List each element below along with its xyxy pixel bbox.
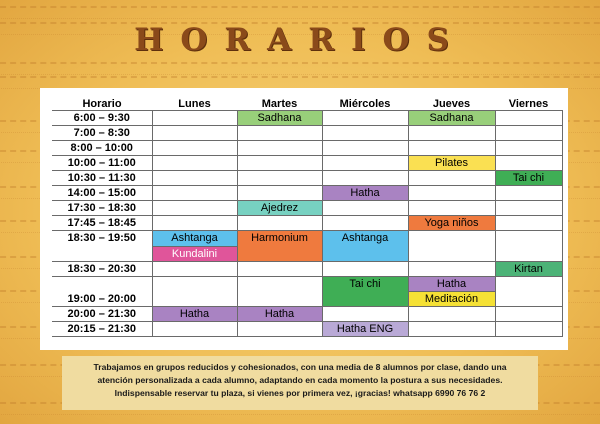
header-viernes: Viernes: [508, 97, 549, 110]
header-jueves: Jueves: [432, 97, 471, 110]
header-lunes: Lunes: [178, 97, 211, 110]
time-cell: 7:00 – 8:30: [52, 126, 152, 141]
class-cell: Ajedrez: [237, 201, 322, 216]
time-cell: 10:30 – 11:30: [52, 171, 152, 186]
table-row: [52, 141, 562, 156]
time-cell: 14:00 – 15:00: [52, 186, 152, 201]
table-row: [52, 322, 562, 337]
time-cell: 20:00 – 21:30: [52, 307, 152, 322]
time-cell: 19:00 – 20:00: [52, 277, 152, 307]
footer-line-2: atención personalizada a cada alumno, adaptando en cada momento la postura a sus necesidades.: [97, 375, 503, 385]
time-cell: 17:45 – 18:45: [52, 216, 152, 231]
class-cell: Hatha ENG: [322, 322, 408, 337]
class-cell: Meditación: [408, 292, 495, 307]
footer-line-1: Trabajamos en grupos reducidos y cohesionados, con una media de 8 alumnos por clase, dando una: [93, 362, 507, 372]
class-cell: Hatha: [322, 186, 408, 201]
time-cell: 18:30 – 20:30: [52, 262, 152, 277]
info-footer: [62, 356, 538, 410]
table-row: [52, 307, 562, 322]
time-cell: 10:00 – 11:00: [52, 156, 152, 171]
class-cell: Ashtanga: [152, 231, 237, 247]
time-cell: 8:00 – 10:00: [52, 141, 152, 156]
time-cell: 6:00 – 9:30: [52, 111, 152, 126]
table-row: [52, 262, 562, 277]
time-cell: 18:30 – 19:50: [52, 231, 152, 262]
table-row: [52, 231, 562, 247]
class-cell: Ashtanga: [322, 231, 408, 262]
header-miercoles: Miércoles: [339, 97, 391, 110]
class-cell: Hatha: [152, 307, 237, 322]
table-row: [52, 186, 562, 201]
table-row: [52, 201, 562, 216]
table-header-row: [52, 97, 562, 111]
class-cell: Hatha: [237, 307, 322, 322]
class-cell: Sadhana: [408, 111, 495, 126]
class-cell: Kirtan: [495, 262, 562, 277]
schedule-sheet: [40, 88, 568, 350]
class-cell: Harmonium: [237, 231, 322, 262]
class-cell: Pilates: [408, 156, 495, 171]
schedule-table: [52, 97, 563, 337]
class-cell: Yoga niños: [408, 216, 495, 231]
header-martes: Martes: [261, 97, 298, 110]
class-cell: Hatha: [408, 277, 495, 292]
table-row: [52, 126, 562, 141]
table-row: [52, 111, 562, 126]
class-cell: Kundalini: [152, 246, 237, 262]
table-row: [52, 171, 562, 186]
class-cell: Sadhana: [237, 111, 322, 126]
page-title: HORARIOS: [134, 22, 466, 58]
time-cell: 17:30 – 18:30: [52, 201, 152, 216]
table-row: [52, 216, 562, 231]
class-cell: Tai chi: [495, 171, 562, 186]
footer-line-3: Indispensable reservar tu plaza, si vienes por primera vez, ¡gracias! whatsapp 6990 76 76 2: [114, 388, 486, 398]
time-cell: 20:15 – 21:30: [52, 322, 152, 337]
table-row: [52, 277, 562, 292]
table-row: [52, 156, 562, 171]
header-horario: Horario: [82, 97, 122, 110]
class-cell: Tai chi: [322, 277, 408, 307]
